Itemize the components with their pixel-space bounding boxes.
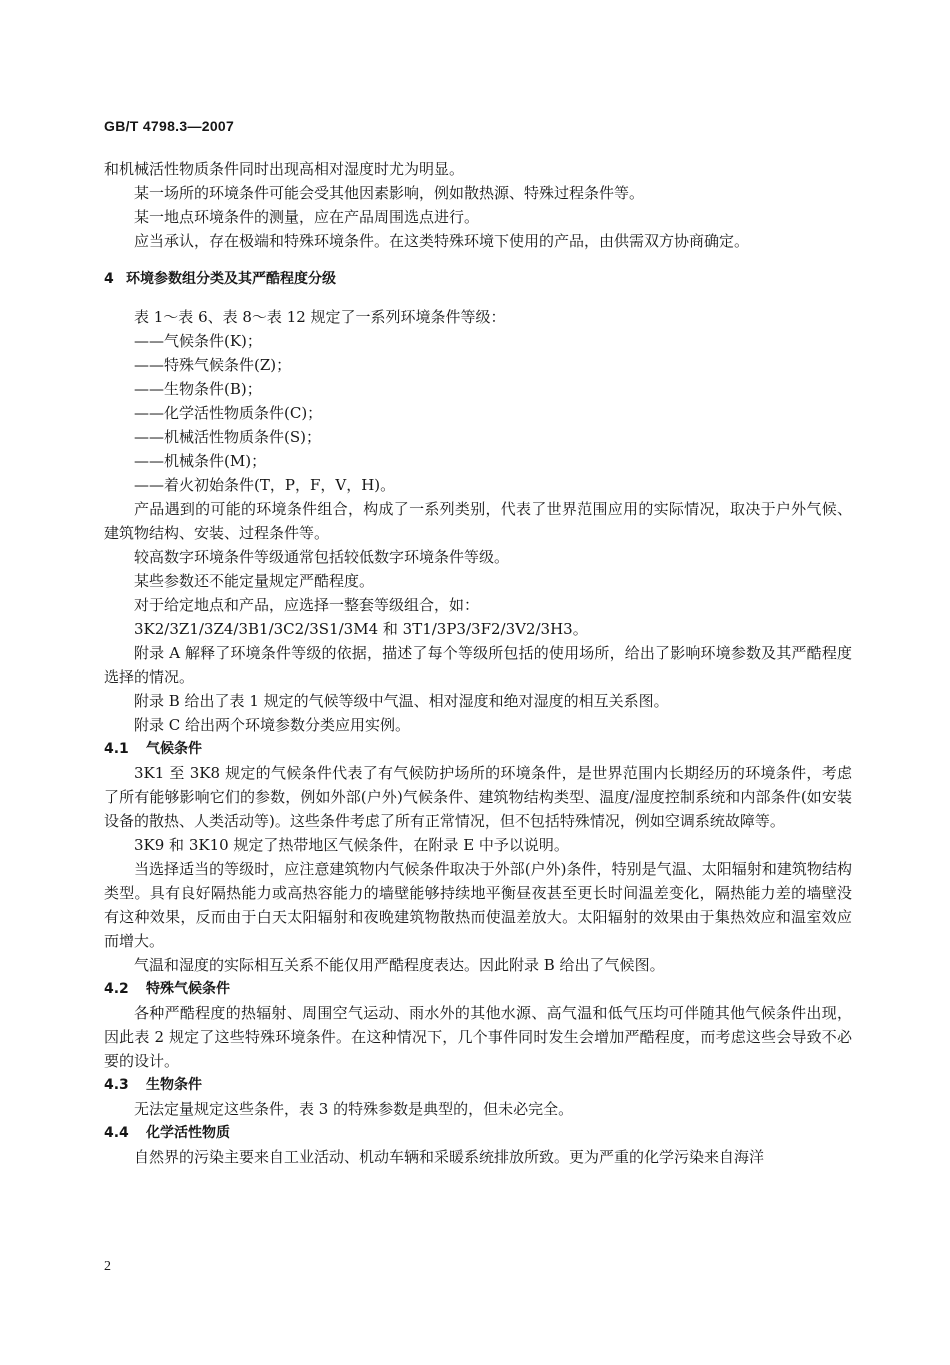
paragraph-combination: 产品遇到的可能的环境条件组合，构成了一系列类别，代表了世界范围应用的实际情况，取决于户外气候、建筑物结构、安装、过程条件等。 bbox=[104, 500, 852, 542]
section-number: 4.4 bbox=[104, 1125, 129, 1141]
clause-number: 4 bbox=[104, 271, 114, 287]
section-number: 4.3 bbox=[104, 1077, 129, 1093]
section-4-1-heading bbox=[104, 737, 852, 761]
list-item: ——气候条件(K)； bbox=[134, 332, 262, 350]
page-number: 2 bbox=[104, 1259, 111, 1274]
paragraph-higher-levels: 较高数字环境条件等级通常包括较低数字环境条件等级。 bbox=[134, 548, 510, 566]
paragraph-biological: 无法定量规定这些条件，表 3 的特殊参数是典型的，但未必完全。 bbox=[134, 1100, 574, 1118]
paragraph-climatic-3: 当选择适当的等级时，应注意建筑物内气候条件取决于外部(户外)条件，特别是气温、太阳辐射和建筑物结构类型。具有良好隔热能力或高热容能力的墙壁能够持续地平衡昼夜甚至更长时间温差变化，隔热能力差的墙壁没有这种效果，反而由于白天太阳辐射和夜晚建筑物散热而使温差放大。太阳辐射的效果由于集热效应和温室效应而增大。 bbox=[104, 860, 852, 950]
paragraph-climatic-4: 气温和湿度的实际相互关系不能仅用严酷程度表达。因此附录 B 给出了气候图。 bbox=[134, 956, 665, 974]
paragraph-annex-a: 附录 A 解释了环境条件等级的依据，描述了每个等级所包括的使用场所，给出了影响环境参数及其严酷程度选择的情况。 bbox=[104, 644, 852, 686]
section-number: 4.2 bbox=[104, 981, 129, 997]
example-class-set: 3K2/3Z1/3Z4/3B1/3C2/3S1/3M4 和 3T1/3P3/3F2/3V2/3H3。 bbox=[134, 620, 588, 638]
paragraph-measurement: 某一地点环境条件的测量，应在产品周围选点进行。 bbox=[134, 208, 480, 226]
paragraph-climatic-1: 3K1 至 3K8 规定的气候条件代表了有气候防护场所的环境条件，是世界范围内长期经历的环境条件，考虑了所有能够影响它们的参数，例如外部(户外)气候条件、建筑物结构类型、温度/湿度控制系统和内部条件(如安装设备的散热、人类活动等)。这些条件考虑了所有正常情况，但不包括特殊情况，例如空调系统故障等。 bbox=[104, 764, 852, 830]
section-number: 4.1 bbox=[104, 741, 129, 757]
list-item: ——机械活性物质条件(S)； bbox=[134, 428, 321, 446]
paragraph-other-factors: 某一场所的环境条件可能会受其他因素影响，例如散热源、特殊过程条件等。 bbox=[134, 184, 645, 202]
section-title: 化学活性物质 bbox=[146, 1125, 230, 1141]
paragraph-annex-b: 附录 B 给出了表 1 规定的气候等级中气温、相对湿度和绝对湿度的相互关系图。 bbox=[134, 692, 669, 710]
section-title: 特殊气候条件 bbox=[146, 981, 230, 997]
list-item: ——机械条件(M)； bbox=[134, 452, 267, 470]
list-item: ——着火初始条件(T，P，F，V，H)。 bbox=[134, 476, 396, 494]
section-4-3-heading bbox=[104, 1073, 852, 1097]
clause-title: 环境参数组分类及其严酷程度分级 bbox=[126, 271, 336, 287]
paragraph-special-climatic: 各种严酷程度的热辐射、周围空气运动、雨水外的其他水源、高气温和低气压均可伴随其他气候条件出现，因此表 2 规定了这些特殊环境条件。在这种情况下，几个事件同时发生会增加严酷程度，而考虑这些会导致不必要的设计。 bbox=[104, 1004, 852, 1070]
paragraph-select-set: 对于给定地点和产品，应选择一整套等级组合，如： bbox=[134, 596, 480, 614]
list-item: ——特殊气候条件(Z)； bbox=[134, 356, 292, 374]
paragraph-not-quantified: 某些参数还不能定量规定严酷程度。 bbox=[134, 572, 375, 590]
section-title: 生物条件 bbox=[146, 1077, 202, 1093]
paragraph-annex-c: 附录 C 给出两个环境参数分类应用实例。 bbox=[134, 716, 411, 734]
standard-code: GB/T 4798.3—2007 bbox=[104, 118, 235, 134]
list-item: ——化学活性物质条件(C)； bbox=[134, 404, 323, 422]
section-4-2-heading bbox=[104, 977, 852, 1001]
section-title: 气候条件 bbox=[146, 741, 202, 757]
section-4-4-heading bbox=[104, 1121, 852, 1145]
body-text bbox=[104, 157, 852, 1169]
paragraph-chemical: 自然界的污染主要来自工业活动、机动车辆和采暖系统排放所致。更为严重的化学污染来自海洋 bbox=[134, 1148, 765, 1166]
list-item: ——生物条件(B)； bbox=[134, 380, 262, 398]
paragraph-clause4-intro: 表 1～表 6、表 8～表 12 规定了一系列环境条件等级： bbox=[134, 308, 506, 326]
paragraph-intro-continuation: 和机械活性物质条件同时出现高相对湿度时尤为明显。 bbox=[104, 160, 465, 178]
paragraph-climatic-2: 3K9 和 3K10 规定了热带地区气候条件，在附录 E 中予以说明。 bbox=[134, 836, 569, 854]
clause-4-heading bbox=[104, 267, 852, 291]
paragraph-extreme-conditions: 应当承认，存在极端和特殊环境条件。在这类特殊环境下使用的产品，由供需双方协商确定。 bbox=[134, 232, 750, 250]
